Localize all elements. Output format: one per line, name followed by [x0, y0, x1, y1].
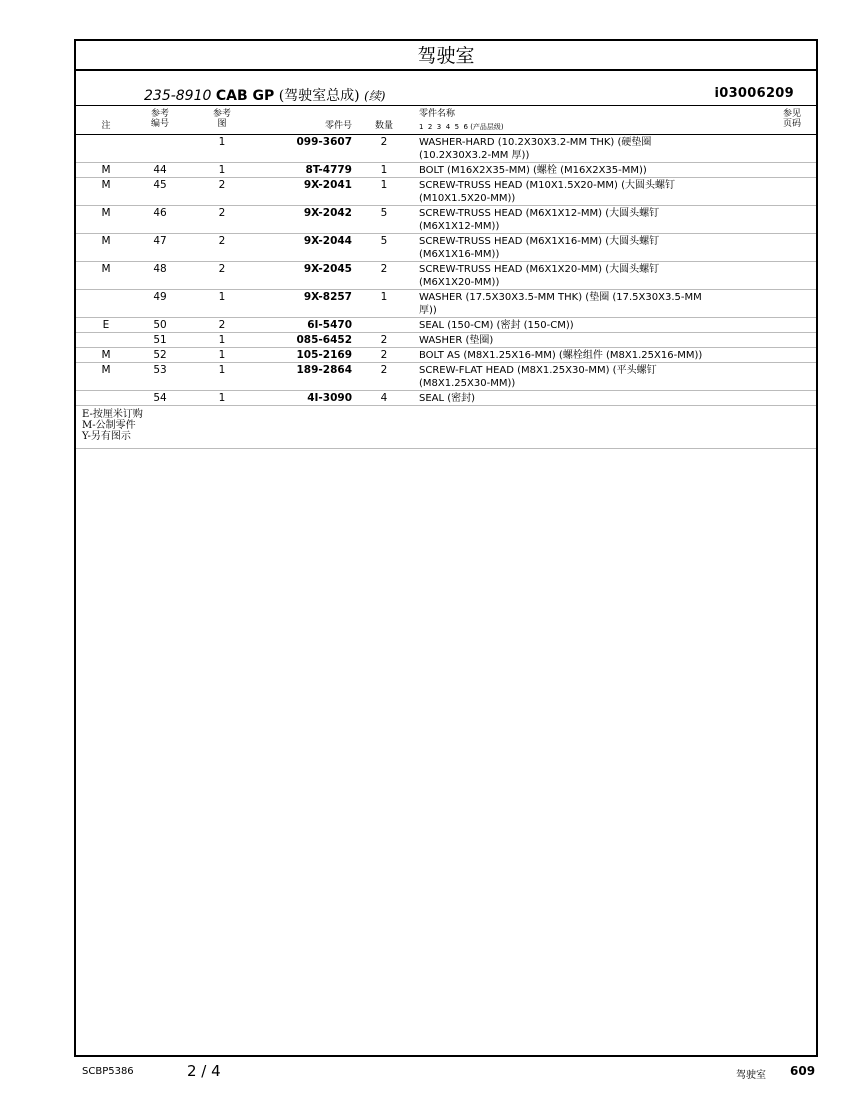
row-qty: 2 — [380, 349, 388, 361]
table-row — [76, 348, 816, 363]
row-ref-no: 53 — [153, 364, 167, 376]
row-ref-no: 54 — [153, 392, 167, 404]
table-row — [76, 163, 816, 178]
row-part-no: 9X-2044 — [303, 235, 352, 247]
table-row — [76, 234, 816, 262]
row-description: SEAL (150-CM) (密封 (150-CM)) — [419, 320, 574, 331]
group-identifier: i03006209 — [714, 86, 794, 101]
group-name: CAB GP — [215, 88, 275, 104]
row-note: M — [101, 263, 111, 275]
row-note: M — [101, 179, 111, 191]
row-part-no: 105-2169 — [296, 349, 352, 361]
row-qty: 2 — [380, 364, 388, 376]
row-description: BOLT AS (M8X1.25X16-MM) (螺栓组件 (M8X1.25X16-MM)) — [419, 350, 703, 361]
row-description: WASHER (17.5X30X3.5-MM THK) (垫圈 (17.5X30X3.5-MM 厚)) — [419, 292, 702, 316]
legend-item: E-按厘米订购 — [82, 409, 143, 420]
row-qty: 2 — [380, 136, 388, 148]
header-part-no: 零件号 — [324, 121, 352, 131]
row-part-no: 099-3607 — [296, 136, 352, 148]
page-of: 2 / 4 — [187, 1062, 221, 1080]
legend — [82, 409, 143, 442]
row-part-no: 189-2864 — [296, 364, 352, 376]
section-banner: 驾驶室 — [76, 41, 816, 71]
row-ref-no: 45 — [153, 179, 167, 191]
table-row — [76, 363, 816, 391]
row-description: WASHER (垫圈) — [419, 335, 494, 346]
row-note: M — [101, 207, 111, 219]
page-frame — [74, 39, 818, 1057]
table-row — [76, 135, 816, 163]
table-row — [76, 262, 816, 290]
row-fig: 1 — [218, 392, 226, 404]
legend-rule — [76, 448, 816, 449]
group-name-cn: (驾驶室总成) — [278, 88, 360, 104]
row-part-no: 9X-2041 — [303, 179, 352, 191]
table-row — [76, 206, 816, 234]
doc-id: SCBP5386 — [82, 1066, 134, 1077]
row-description: SCREW-TRUSS HEAD (M6X1X20-MM) (大圆头螺钉 (M6X1X20-MM)) — [419, 264, 660, 288]
header-ref-page: 参见 页码 — [782, 109, 801, 129]
row-note: M — [101, 164, 111, 176]
row-part-no: 8T-4779 — [305, 164, 352, 176]
row-description: WASHER-HARD (10.2X30X3.2-MM THK) (硬垫圈 (10.2X30X3.2-MM 厚)) — [419, 137, 652, 161]
row-ref-no: 52 — [153, 349, 167, 361]
row-qty: 2 — [380, 263, 388, 275]
row-ref-no: 48 — [153, 263, 167, 275]
row-fig: 2 — [218, 263, 226, 275]
row-description: SCREW-TRUSS HEAD (M6X1X12-MM) (大圆头螺钉 (M6X1X12-MM)) — [419, 208, 660, 232]
row-part-no: 9X-2045 — [303, 263, 352, 275]
row-note: M — [101, 349, 111, 361]
row-description: SCREW-TRUSS HEAD (M10X1.5X20-MM) (大圆头螺钉 (M10X1.5X20-MM)) — [419, 180, 676, 204]
group-number: 235-8910 — [144, 88, 212, 104]
row-part-no: 9X-2042 — [303, 207, 352, 219]
row-description: BOLT (M16X2X35-MM) (螺栓 (M16X2X35-MM)) — [419, 165, 647, 176]
row-qty: 1 — [380, 179, 388, 191]
row-ref-no: 46 — [153, 207, 167, 219]
row-fig: 2 — [218, 207, 226, 219]
table-row — [76, 333, 816, 348]
row-fig: 1 — [218, 334, 226, 346]
header-rule-top — [76, 105, 816, 106]
header-ref-no: 参考 编号 — [150, 109, 169, 129]
row-qty: 4 — [380, 392, 388, 404]
row-note: E — [102, 319, 110, 331]
header-note: 注 — [101, 121, 111, 131]
header-qty: 数量 — [374, 121, 393, 131]
row-qty: 5 — [380, 207, 388, 219]
footer-section: 驾驶室 — [736, 1070, 766, 1081]
row-part-no: 9X-8257 — [303, 291, 352, 303]
table-row — [76, 318, 816, 333]
row-qty: 1 — [380, 291, 388, 303]
row-ref-no: 51 — [153, 334, 167, 346]
table-row — [76, 290, 816, 318]
row-part-no: 085-6452 — [296, 334, 352, 346]
row-description: SCREW-TRUSS HEAD (M6X1X16-MM) (大圆头螺钉 (M6X1X16-MM)) — [419, 236, 660, 260]
row-note: M — [101, 235, 111, 247]
row-part-no: 4I-3090 — [307, 392, 352, 404]
row-part-no: 6I-5470 — [307, 319, 352, 331]
row-ref-no: 50 — [153, 319, 167, 331]
row-note: M — [101, 364, 111, 376]
row-ref-no: 47 — [153, 235, 167, 247]
continued-label: (续) — [364, 89, 386, 103]
row-ref-no: 49 — [153, 291, 167, 303]
row-ref-no: 44 — [153, 164, 167, 176]
table-row — [76, 178, 816, 206]
row-fig: 1 — [218, 164, 226, 176]
row-description: SEAL (密封) — [419, 393, 476, 404]
table-row — [76, 391, 816, 406]
row-qty: 2 — [380, 334, 388, 346]
group-title — [144, 85, 385, 105]
page-number: 609 — [790, 1064, 816, 1078]
row-qty: 1 — [380, 164, 388, 176]
header-desc: 零件名称 — [419, 109, 456, 119]
row-fig: 2 — [218, 319, 226, 331]
legend-item: M-公制零件 — [82, 420, 136, 431]
header-fig: 参考 图 — [212, 109, 231, 129]
row-fig: 2 — [218, 235, 226, 247]
row-fig: 1 — [218, 291, 226, 303]
row-fig: 1 — [218, 364, 226, 376]
row-description: SCREW-FLAT HEAD (M8X1.25X30-MM) (平头螺钉 (M8X1.25X30-MM)) — [419, 365, 657, 389]
legend-item: Y-另有图示 — [82, 431, 131, 442]
row-fig: 2 — [218, 179, 226, 191]
row-fig: 1 — [218, 349, 226, 361]
header-levels: 1 2 3 4 5 6 (产品层级) — [419, 123, 504, 131]
row-fig: 1 — [218, 136, 226, 148]
row-qty: 5 — [380, 235, 388, 247]
